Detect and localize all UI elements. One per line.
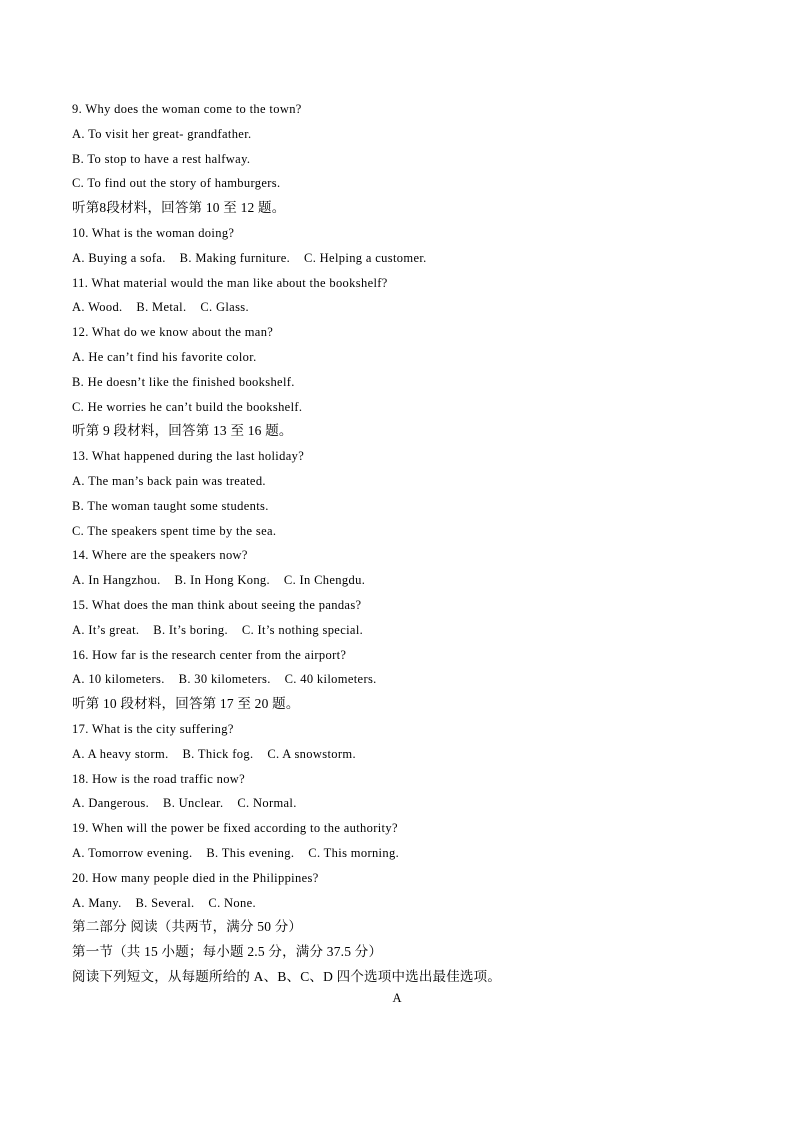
options-15: A. It’s great. B. It’s boring. C. It’s nothing special. bbox=[72, 622, 364, 637]
question-20: 20. How many people died in the Philippines? bbox=[72, 870, 319, 885]
question-14: 14. Where are the speakers now? bbox=[72, 548, 248, 563]
question-11: 11. What material would the man like about the bookshelf? bbox=[72, 275, 388, 290]
listening-instruction-10: 听第 10 段材料，回答第 17 至 20 题。 bbox=[72, 696, 300, 712]
options-18: A. Dangerous. B. Unclear. C. Normal. bbox=[72, 796, 297, 811]
question-18: 18. How is the road traffic now? bbox=[72, 771, 246, 786]
question-15: 15. What does the man think about seeing the pandas? bbox=[72, 597, 362, 612]
options-19: A. Tomorrow evening. B. This evening. C. This morning. bbox=[72, 845, 400, 860]
question-9: 9. Why does the woman come to the town? bbox=[72, 102, 302, 116]
question-13: 13. What happened during the last holiday? bbox=[72, 449, 305, 464]
question-17: 17. What is the city suffering? bbox=[72, 721, 234, 736]
options-14: A. In Hangzhou. B. In Hong Kong. C. In Chengdu. bbox=[72, 573, 366, 588]
option-9a: A. To visit her great- grandfather. bbox=[72, 126, 252, 141]
option-13b: B. The woman taught some students. bbox=[72, 498, 269, 513]
part-two-heading: 第二部分 阅读（共两节，满分 50 分） bbox=[72, 919, 303, 935]
listening-instruction-8: 听第8段材料，回答第 10 至 12 题。 bbox=[72, 200, 286, 216]
option-12a: A. He can’t find his favorite color. bbox=[72, 349, 257, 364]
section-one-heading: 第一节（共 15 小题；每小题 2.5 分，满分 37.5 分） bbox=[72, 944, 383, 960]
option-13c: C. The speakers spent time by the sea. bbox=[72, 523, 277, 538]
question-12: 12. What do we know about the man? bbox=[72, 325, 274, 340]
option-9c: C. To find out the story of hamburgers. bbox=[72, 176, 281, 191]
option-12c: C. He worries he can’t build the bookshelf. bbox=[72, 399, 303, 414]
option-12b: B. He doesn’t like the finished bookshelf. bbox=[72, 374, 295, 389]
question-10: 10. What is the woman doing? bbox=[72, 225, 235, 240]
options-11: A. Wood. B. Metal. C. Glass. bbox=[72, 300, 249, 315]
question-16: 16. How far is the research center from the airport? bbox=[72, 647, 347, 662]
options-17: A. A heavy storm. B. Thick fog. C. A snowstorm. bbox=[72, 746, 356, 761]
options-10: A. Buying a sofa. B. Making furniture. C. Helping a customer. bbox=[72, 250, 427, 265]
question-19: 19. When will the power be fixed according to the authority? bbox=[72, 821, 398, 836]
listening-instruction-9: 听第 9 段材料，回答第 13 至 16 题。 bbox=[72, 423, 293, 439]
options-16: A. 10 kilometers. B. 30 kilometers. C. 40 kilometers. bbox=[72, 672, 377, 687]
option-9b: B. To stop to have a rest halfway. bbox=[72, 151, 251, 166]
exam-page-body bbox=[72, 97, 732, 990]
reading-instruction: 阅读下列短文，从每题所给的 A、B、C、D 四个选项中选出最佳选项。 bbox=[72, 968, 502, 984]
passage-letter: A bbox=[392, 991, 402, 1005]
options-20: A. Many. B. Several. C. None. bbox=[72, 895, 256, 910]
option-13a: A. The man’s back pain was treated. bbox=[72, 473, 266, 488]
